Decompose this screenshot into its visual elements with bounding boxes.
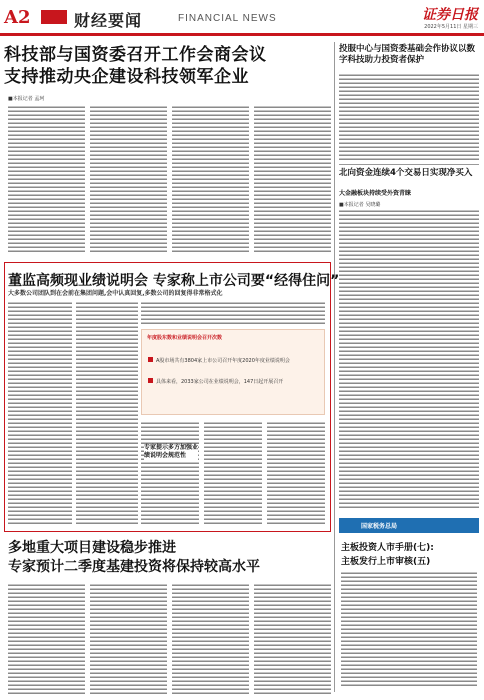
section-bar	[41, 10, 67, 24]
graphic-line-1: A股市场共有3804家上市公司召开年度2020年度业绩说明会	[156, 358, 290, 364]
lead-headline-line-2: 支持推动央企建设科技领军企业	[4, 67, 249, 87]
bottom-text-col-3	[172, 582, 249, 694]
bottom-headline-line-1: 多地重大项目建设稳步推进	[8, 540, 176, 556]
newspaper-logo: 证券日报	[422, 7, 478, 23]
bottom-text-col-1	[8, 582, 85, 694]
lead-text-col-4	[254, 104, 331, 254]
lead-text-col-1	[8, 104, 85, 254]
graphic-bullet-2	[148, 378, 153, 383]
lead-text-col-3	[172, 104, 249, 254]
feature-text-col-2	[76, 300, 138, 526]
graphic-bullet-1	[148, 357, 153, 362]
right-story-1-title: 投服中心与国资委基础会作协议以数字科技助力投资者保护	[339, 44, 476, 65]
right-story-1-text	[339, 72, 479, 160]
section-number: A2	[4, 7, 31, 28]
section-title: 财经要闻	[74, 11, 143, 30]
bottom-headline-line-2: 专家预计二季度基建投资将保持较高水平	[8, 559, 260, 575]
feature-text-top	[141, 300, 325, 326]
bottom-text-col-4	[254, 582, 331, 694]
bottom-text-col-2	[90, 582, 167, 694]
feature-section-label: 专家提示多方加强业绩说明会规范性	[144, 444, 199, 459]
issue-date: 2022年5月11日 星期三	[424, 24, 478, 30]
feature-headline: 董监高频现业绩说明会 专家称上市公司要“经得住问”	[8, 273, 340, 289]
feature-graphic-title: 年度股东数和业绩说明会召开次数	[147, 335, 223, 341]
right-story-2-text	[339, 208, 479, 510]
feature-text-col-4	[204, 420, 262, 526]
lead-headline	[4, 44, 267, 88]
ad-text	[341, 570, 477, 688]
section-title-english: FINANCIAL NEWS	[178, 13, 277, 24]
feature-subhead: 大多数公司团队到在会前在集团问题,会中认真回复,多数公司的回复得非常格式化	[8, 290, 223, 297]
feature-text-col-5	[267, 420, 325, 526]
right-divider-1	[339, 164, 479, 165]
ad-title-2: 主板发行上市审核(五)	[341, 557, 431, 567]
lead-text-col-2	[90, 104, 167, 254]
ad-title-1: 主板投资人市手册(七):	[341, 543, 434, 553]
ad-band-label: 国家税务总局	[361, 523, 398, 530]
advertisement	[339, 518, 479, 694]
lead-headline-line-1: 科技部与国资委召开工作会商会议	[4, 45, 267, 65]
feature-text-col-1	[8, 300, 72, 526]
right-story-2-title: 北向资金连续4个交易日实现净买入	[339, 168, 473, 178]
lead-byline: ■本报记者 孟珂	[8, 96, 45, 102]
masthead	[0, 0, 484, 36]
ad-band	[339, 518, 479, 533]
feature-text-col-3	[141, 420, 199, 526]
right-story-2-byline: ■本报记者 吴晓璐	[339, 202, 381, 208]
right-story-2-subtitle: 大金融板块持续受外资青睐	[339, 190, 412, 197]
feature-graphic	[141, 329, 325, 415]
graphic-line-2: 具体来看，2033家公司在业绩说明会，147日起开展召开	[156, 379, 284, 385]
column-divider	[334, 42, 335, 692]
